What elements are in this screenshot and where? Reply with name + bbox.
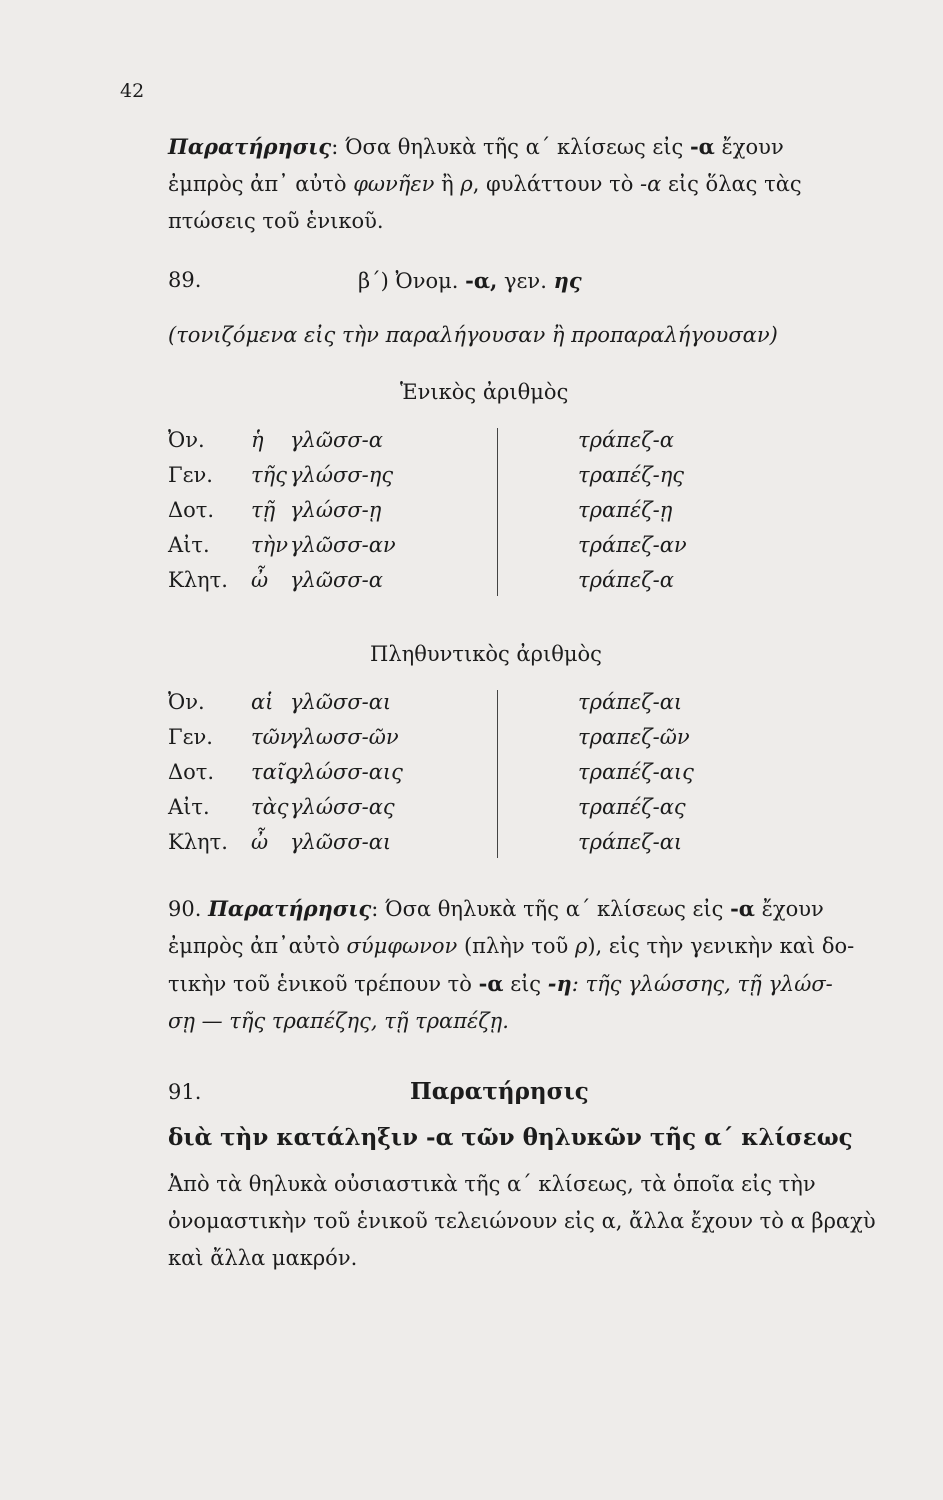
section-90-line-3: [168, 965, 858, 1003]
note-text: : Όσα θηλυκὰ τῆς α΄ κλίσεως εἰς: [331, 135, 690, 159]
word-trapeza: τραπέζ-ῃ: [578, 498, 673, 522]
word-trapeza: τραπεζ-ῶν: [578, 725, 690, 749]
article: τῆς: [251, 463, 287, 487]
note-text: εἰς: [503, 972, 548, 996]
word-glossa: γλῶσσ-αν: [290, 533, 396, 557]
case-label: Αἰτ.: [168, 533, 210, 557]
table-row: [168, 533, 868, 568]
note-text: , φυλάττουν τὸ: [472, 172, 641, 196]
section-90-line-4: [168, 1003, 858, 1040]
example-text: σῃ: [168, 1009, 195, 1033]
title-text: β΄) Ὀνομ.: [358, 269, 466, 293]
case-label: Γεν.: [168, 463, 213, 487]
note-text: ἐμπρὸς ἀπ᾽αὐτὸ: [168, 934, 347, 958]
table-row: [168, 830, 868, 865]
note-text: τικὴν τοῦ ἑνικοῦ τρέπουν τὸ: [168, 972, 479, 996]
note-text: εἰς ὅλας τὰς: [661, 172, 802, 196]
word-trapeza: τράπεζ-α: [578, 428, 674, 452]
table-row: [168, 760, 868, 795]
title-ending: -α,: [465, 268, 498, 293]
table-row: [168, 463, 868, 498]
word-trapeza: τραπέζ-ας: [578, 795, 686, 819]
case-label: Δοτ.: [168, 498, 215, 522]
word-trapeza: τραπέζ-ης: [578, 463, 685, 487]
word-glossa: γλῶσσ-αι: [290, 690, 392, 714]
section-91-subtitle: διὰ τὴν κατάληξιν -α τῶν θηλυκῶν τῆς α΄ κλίσεως: [168, 1124, 853, 1151]
note-line-3: [168, 203, 858, 240]
table-row: [168, 428, 868, 463]
word-glossa: γλώσσ-ης: [290, 463, 394, 487]
plural-table: [168, 690, 868, 865]
word-trapeza: τραπέζ-αις: [578, 760, 694, 784]
section-90-line-2: [168, 928, 858, 965]
case-label: Ὀν.: [168, 428, 205, 452]
case-label: Κλητ.: [168, 568, 228, 592]
paragraph-line: καὶ ἄλλα μακρόν.: [168, 1246, 358, 1270]
note-text: ἐμπρὸς ἀπ᾽ αὐτὸ: [168, 172, 354, 196]
table-row: [168, 725, 868, 760]
article: τῶν: [251, 725, 293, 749]
article: ἡ: [251, 428, 264, 452]
section-90-paragraph: [168, 890, 858, 1040]
note-italic: ρ: [575, 934, 588, 958]
note-italic: -α: [640, 172, 662, 196]
note-label: Παρατήρησις: [208, 896, 372, 921]
note-italic: φωνῆεν: [353, 172, 435, 196]
section-90-line-1: [168, 890, 858, 928]
note-text: ἢ: [434, 172, 461, 196]
note-text: ἔχουν: [714, 135, 784, 159]
note-text: πτώσεις τοῦ ἑνικοῦ.: [168, 209, 384, 233]
title-text: γεν.: [497, 269, 554, 293]
word-glossa: γλῶσσ-αι: [290, 830, 392, 854]
example-text: : τῆς γλώσσης, τῇ γλώσ-: [571, 972, 833, 996]
example-text: — τῆς τραπέζης, τῇ τραπέζῃ.: [194, 1009, 509, 1033]
note-text: (πλὴν τοῦ: [457, 934, 575, 958]
ending-a: -α: [730, 896, 755, 921]
word-glossa: γλωσσ-ῶν: [290, 725, 399, 749]
section-91-number: 91.: [168, 1080, 202, 1104]
note-text: ), εἰς τὴν γενικὴν καὶ δο-: [587, 934, 855, 958]
case-label: Ὀν.: [168, 690, 205, 714]
note-italic: σύμφωνον: [346, 934, 458, 958]
word-glossa: γλῶσσ-α: [290, 428, 383, 452]
word-glossa: γλώσσ-ῃ: [290, 498, 382, 522]
note-line-1: [168, 128, 858, 166]
ending-a: -α: [478, 971, 504, 996]
page-number: 42: [120, 80, 145, 102]
case-label: Δοτ.: [168, 760, 215, 784]
table-row: [168, 568, 868, 603]
article: ὦ: [251, 830, 269, 854]
word-trapeza: τράπεζ-αν: [578, 533, 687, 557]
singular-heading: Ἑνικὸς ἀριθμὸς: [400, 380, 569, 404]
section-number: 90.: [168, 897, 202, 921]
ending-eta: -η: [547, 971, 572, 996]
word-trapeza: τράπεζ-αι: [578, 690, 683, 714]
section-91-title: Παρατήρησις: [410, 1078, 589, 1105]
note-paragraph: [168, 128, 858, 240]
table-row: [168, 498, 868, 533]
note-text: : Όσα θηλυκὰ τῆς α΄ κλίσεως εἰς: [371, 897, 731, 921]
ending-a: -α: [689, 134, 715, 159]
paragraph-line: ὀνομαστικὴν τοῦ ἑνικοῦ τελειώνουν εἰς α, ἄλλα ἔχουν τὸ α βραχὺ: [168, 1209, 876, 1233]
plural-heading: Πληθυντικὸς ἀριθμὸς: [370, 642, 602, 666]
paragraph-line: Ἀπὸ τὰ θηλυκὰ οὐσιαστικὰ τῆς α΄ κλίσεως, τὰ ὁποῖα εἰς τὴν: [168, 1172, 816, 1196]
word-trapeza: τράπεζ-α: [578, 568, 674, 592]
case-label: Αἰτ.: [168, 795, 210, 819]
note-label: Παρατήρησις: [168, 134, 332, 159]
section-title: [358, 268, 582, 293]
case-label: Γεν.: [168, 725, 213, 749]
title-ending: ης: [553, 268, 582, 293]
note-italic: ρ: [460, 172, 473, 196]
note-line-2: [168, 166, 858, 203]
word-glossa: γλώσσ-ας: [290, 795, 395, 819]
table-row: [168, 795, 868, 830]
singular-table: [168, 428, 868, 603]
article: τὰς: [251, 795, 289, 819]
word-glossa: γλῶσσ-α: [290, 568, 383, 592]
case-label: Κλητ.: [168, 830, 228, 854]
article: τῇ: [251, 498, 276, 522]
table-row: [168, 690, 868, 725]
section-91-paragraph: [168, 1166, 876, 1277]
article: ὦ: [251, 568, 269, 592]
section-89-subtitle: (τονιζόμενα εἰς τὴν παραλήγουσαν ἢ προπαραλήγουσαν): [168, 323, 778, 347]
word-glossa: γλώσσ-αις: [290, 760, 403, 784]
note-text: ἔχουν: [754, 897, 824, 921]
article: τὴν: [251, 533, 288, 557]
section-number: 89.: [168, 268, 202, 292]
word-trapeza: τράπεζ-αι: [578, 830, 683, 854]
article: αἱ: [251, 690, 274, 714]
article: ταῖς: [251, 760, 297, 784]
